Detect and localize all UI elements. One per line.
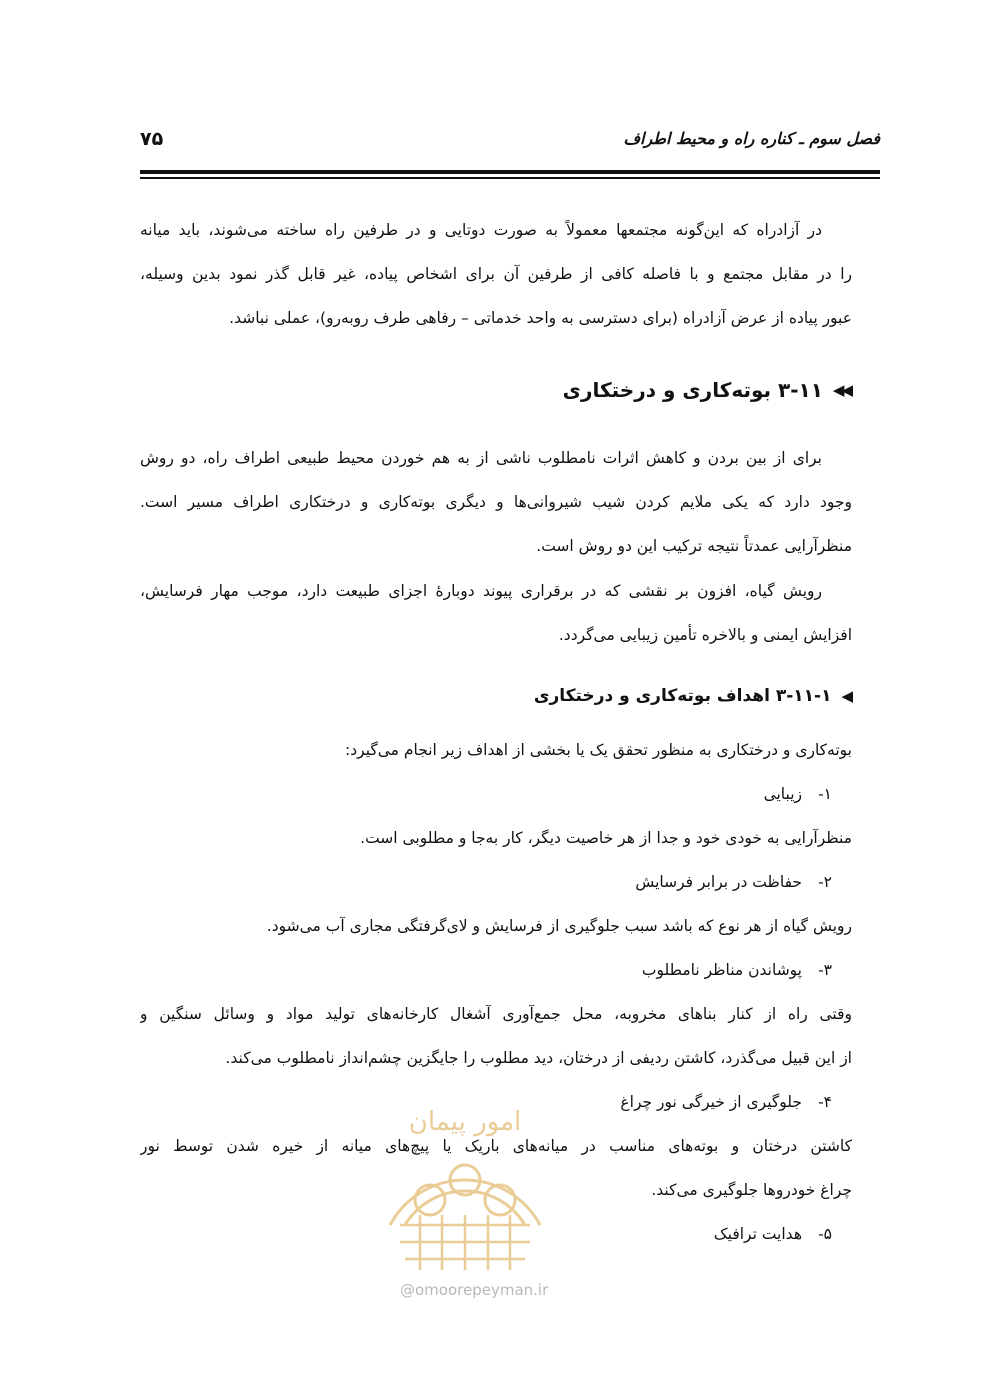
list-label: پوشاندن مناظر نامطلوب — [641, 961, 802, 979]
text-line: در آزادراه که این‌گونه مجتمعها معمولاً به صورت دوتایی و در طرفین راه ساخته می‌شوند، باید میانه — [140, 221, 822, 239]
list-label: زیبایی — [763, 785, 802, 803]
intro-paragraph — [140, 208, 852, 340]
subsection-title: ۳-۱۱-۱ اهداف بوته‌کاری و درختکاری — [533, 686, 832, 706]
text-line: رویش گیاه، افزون بر نقشی که در برقراری پیوند دوبارهٔ اجزای طبیعت دارد، موجب مهار فرسایش، — [140, 582, 822, 600]
header-rule-thick — [140, 170, 880, 174]
text-line: را در مقابل مجتمع و با فاصله کافی از طرفین آن برای اشخاص پیاده، غیر قابل گذر نمود بدین وسیله، — [140, 265, 852, 283]
list-item-text: کاشتن درختان و بوته‌های مناسب در میانه‌های باریک یا پیچ‌های میانه از خیره شدن توسط نور — [140, 1137, 852, 1155]
text-line: برای از بین بردن و کاهش اثرات نامطلوب ناشی از به هم خوردن محیط طبیعی اطراف راه، دو روش — [140, 449, 822, 467]
list-item-heading — [140, 1212, 852, 1256]
text-line: وجود دارد که یکی ملایم کردن شیب شیروانی‌ها و دیگری بوته‌کاری و درختکاری اطراف مسیر است. — [140, 493, 852, 511]
list-item-text: رویش گیاه از هر نوع که باشد سبب جلوگیری از فرسایش و لای‌گرفتگی مجاری آب می‌شود. — [266, 917, 852, 935]
subsection-body — [140, 728, 852, 1256]
text-line: منظرآرایی عمدتاً نتیجه ترکیب این دو روش است. — [536, 537, 852, 555]
list-item-text: منظرآرایی به خودی خود و جدا از هر خاصیت دیگر، کار به‌جا و مطلوبی است. — [360, 829, 852, 847]
text-line: افزایش ایمنی و بالاخره تأمین زیبایی می‌گردد. — [558, 626, 852, 644]
list-item-text: وقتی راه از کنار بناهای مخروبه، محل جمع‌آوری آشغال کارخانه‌های تولید مواد و وسائل سنگین و — [140, 1005, 852, 1023]
text-line: عبور پیاده از عرض آزادراه (برای دسترسی به واحد خدماتی – رفاهی طرف روبه‌رو)، عملی نباشد. — [229, 309, 852, 327]
list-item-heading — [140, 772, 852, 816]
double-arrow-icon: ◀◀ — [832, 381, 850, 399]
section-paragraph-1 — [140, 436, 852, 568]
section-heading — [563, 378, 850, 402]
list-label: هدایت ترافیک — [713, 1225, 802, 1243]
list-number: ۲- — [818, 873, 832, 891]
section-title: ۳-۱۱ بوته‌کاری و درختکاری — [562, 378, 823, 402]
list-label: جلوگیری از خیرگی نور چراغ — [620, 1093, 802, 1111]
list-number: ۴- — [818, 1093, 832, 1111]
list-item-heading — [140, 948, 852, 992]
list-item-text: از این قبیل می‌گذرد، کاشتن ردیفی از درختان، دید مطلوب را جایگزین چشم‌انداز نامطلوب می‌کند. — [225, 1049, 852, 1067]
list-item-heading — [140, 860, 852, 904]
header-rule-thin — [140, 177, 880, 179]
list-number: ۳- — [818, 961, 832, 979]
arrow-icon: ◀ — [841, 687, 850, 705]
page-number: ۷۵ — [140, 128, 164, 150]
list-number: ۱- — [818, 785, 832, 803]
subsection-intro: بوته‌کاری و درختکاری به منظور تحقق یک یا بخشی از اهداف زیر انجام می‌گیرد: — [345, 741, 852, 759]
subsection-heading — [534, 686, 850, 706]
list-number: ۵- — [818, 1225, 832, 1243]
list-item-heading — [140, 1080, 852, 1124]
watermark-logo-text: امور پیمان — [408, 1107, 522, 1137]
chapter-title: فصل سوم ـ کناره راه و محیط اطراف — [623, 129, 880, 148]
watermark-site: @omoorepeyman.ir — [400, 1281, 549, 1299]
list-label: حفاظت در برابر فرسایش — [635, 873, 802, 891]
section-paragraph-2 — [140, 569, 852, 657]
list-item-text: چراغ خودروها جلوگیری می‌کند. — [651, 1181, 852, 1199]
